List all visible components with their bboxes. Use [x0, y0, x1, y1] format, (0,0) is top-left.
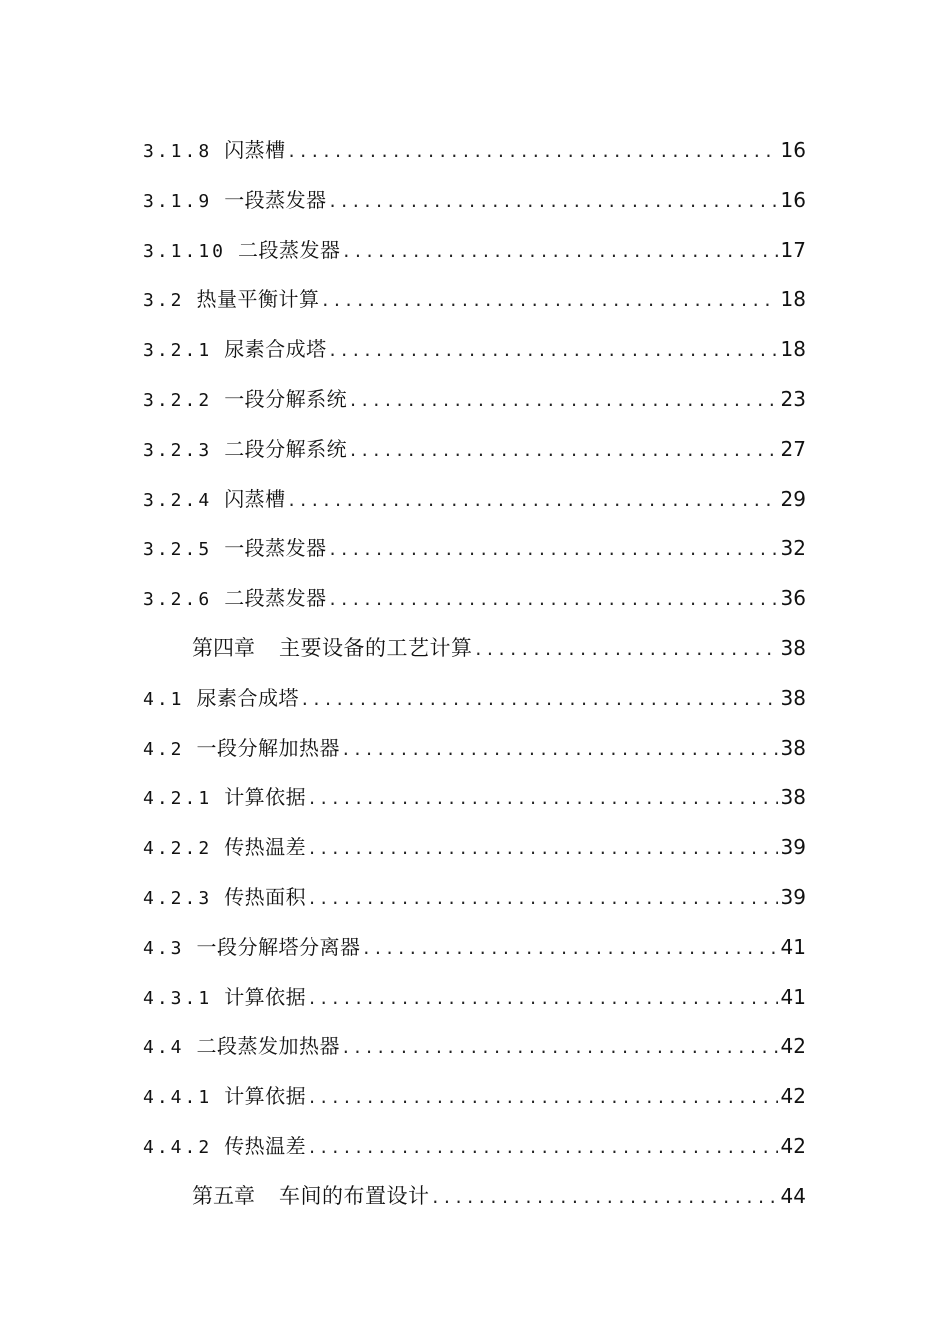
section-number: 3.2: [143, 290, 185, 312]
dot-leader: [341, 1023, 778, 1073]
page-number: 36: [780, 586, 806, 611]
section-number: 3.2.3: [143, 439, 213, 461]
section-title: 尿素合成塔: [196, 685, 300, 710]
toc-entry[interactable]: [143, 325, 806, 375]
dot-leader: [307, 824, 778, 874]
page-number: 42: [780, 1034, 806, 1059]
toc-entry[interactable]: [143, 475, 806, 525]
dot-leader: [307, 1123, 778, 1173]
page-number: 17: [780, 237, 806, 262]
section-title: 二段蒸发加热器: [196, 1034, 341, 1059]
dot-leader: [328, 575, 778, 625]
page-number: 41: [780, 934, 806, 959]
toc-entry[interactable]: [143, 126, 806, 176]
toc-entry[interactable]: [143, 823, 806, 873]
page-number: 16: [780, 138, 806, 162]
section-number: 4.4: [143, 1037, 185, 1059]
section-title: 传热温差: [224, 1133, 307, 1158]
toc-entry[interactable]: [143, 1122, 806, 1172]
section-number: 4.3: [143, 937, 185, 959]
chapter-title: 主要设备的工艺计算: [279, 635, 473, 660]
toc-entry[interactable]: [143, 724, 806, 774]
section-title: 一段蒸发器: [224, 536, 327, 561]
toc-entry[interactable]: [143, 275, 806, 325]
dot-leader: [321, 276, 778, 326]
dot-leader: [342, 227, 778, 277]
chapter-number: 第四章: [192, 635, 255, 660]
dot-leader: [348, 426, 778, 476]
toc-entry[interactable]: [143, 873, 806, 923]
section-title: 二段蒸发器: [224, 586, 327, 611]
section-number: 4.2: [143, 738, 185, 760]
section-title: 计算依据: [224, 984, 307, 1009]
page-number: 16: [780, 187, 806, 212]
section-number: 4.4.1: [143, 1087, 213, 1109]
section-title: 传热面积: [224, 884, 307, 909]
page-number: 39: [780, 835, 806, 860]
toc-entry[interactable]: [143, 1022, 806, 1072]
page-number: 29: [780, 486, 806, 511]
page-number: 38: [780, 735, 806, 760]
table-of-contents: [143, 126, 806, 1222]
section-number: 4.3.1: [143, 987, 213, 1009]
section-number: 3.2.4: [143, 489, 213, 511]
toc-chapter-entry[interactable]: [143, 624, 806, 674]
chapter-title: 车间的布置设计: [279, 1183, 430, 1208]
section-number: 3.2.1: [143, 340, 213, 362]
page-number: 38: [780, 685, 806, 710]
dot-leader: [431, 1173, 779, 1223]
section-title: 一段分解加热器: [196, 735, 341, 760]
section-number: 3.2.5: [143, 539, 213, 561]
chapter-number: 第五章: [192, 1183, 255, 1208]
section-title: 一段分解系统: [224, 386, 348, 411]
section-number: 3.1.9: [143, 190, 213, 212]
toc-entry[interactable]: [143, 176, 806, 226]
page-number: 27: [780, 436, 806, 461]
toc-entry[interactable]: [143, 574, 806, 624]
toc-entry[interactable]: [143, 425, 806, 475]
page-number: 32: [780, 536, 806, 561]
dot-leader: [307, 874, 778, 924]
section-title: 尿素合成塔: [224, 337, 327, 362]
section-title: 闪蒸槽: [224, 138, 286, 162]
dot-leader: [307, 974, 778, 1024]
dot-leader: [328, 525, 778, 575]
toc-entry[interactable]: [143, 226, 806, 276]
page-number: 44: [780, 1183, 806, 1208]
page-number: 38: [780, 785, 806, 810]
section-number: 4.2.1: [143, 788, 213, 810]
page-number: 18: [780, 287, 806, 312]
section-number: 3.1.8: [143, 141, 213, 162]
section-number: 4.4.2: [143, 1136, 213, 1158]
dot-leader: [348, 376, 778, 426]
section-number: 3.2.2: [143, 389, 213, 411]
dot-leader: [328, 177, 778, 227]
dot-leader: [474, 625, 779, 675]
section-number: 3.1.10: [143, 240, 227, 262]
page-number: 18: [780, 337, 806, 362]
dot-leader: [287, 476, 778, 526]
section-number: 4.2.2: [143, 838, 213, 860]
page-number: 42: [780, 1084, 806, 1109]
section-number: 4.1: [143, 688, 185, 710]
toc-entry[interactable]: [143, 375, 806, 425]
section-number: 4.2.3: [143, 887, 213, 909]
dot-leader: [287, 127, 778, 177]
page-number: 42: [780, 1133, 806, 1158]
section-title: 一段分解塔分离器: [196, 934, 361, 959]
toc-entry[interactable]: [143, 1072, 806, 1122]
section-title: 计算依据: [224, 1084, 307, 1109]
toc-chapter-entry[interactable]: [143, 1172, 806, 1222]
dot-leader: [341, 725, 778, 775]
page-number: 39: [780, 884, 806, 909]
section-number: 3.2.6: [143, 589, 213, 611]
section-title: 闪蒸槽: [224, 486, 286, 511]
toc-entry[interactable]: [143, 923, 806, 973]
page-number: 41: [780, 984, 806, 1009]
toc-entry[interactable]: [143, 773, 806, 823]
dot-leader: [328, 326, 778, 376]
toc-entry[interactable]: [143, 973, 806, 1023]
dot-leader: [300, 675, 778, 725]
section-title: 二段分解系统: [224, 436, 348, 461]
dot-leader: [307, 1073, 778, 1123]
toc-entry[interactable]: [143, 674, 806, 724]
section-title: 二段蒸发器: [238, 237, 341, 262]
section-title: 传热温差: [224, 835, 307, 860]
section-title: 一段蒸发器: [224, 187, 327, 212]
section-title: 计算依据: [224, 785, 307, 810]
page-number: 38: [780, 635, 806, 660]
dot-leader: [307, 774, 778, 824]
toc-entry[interactable]: [143, 524, 806, 574]
section-title: 热量平衡计算: [196, 287, 320, 312]
dot-leader: [362, 924, 778, 974]
page-number: 23: [780, 386, 806, 411]
